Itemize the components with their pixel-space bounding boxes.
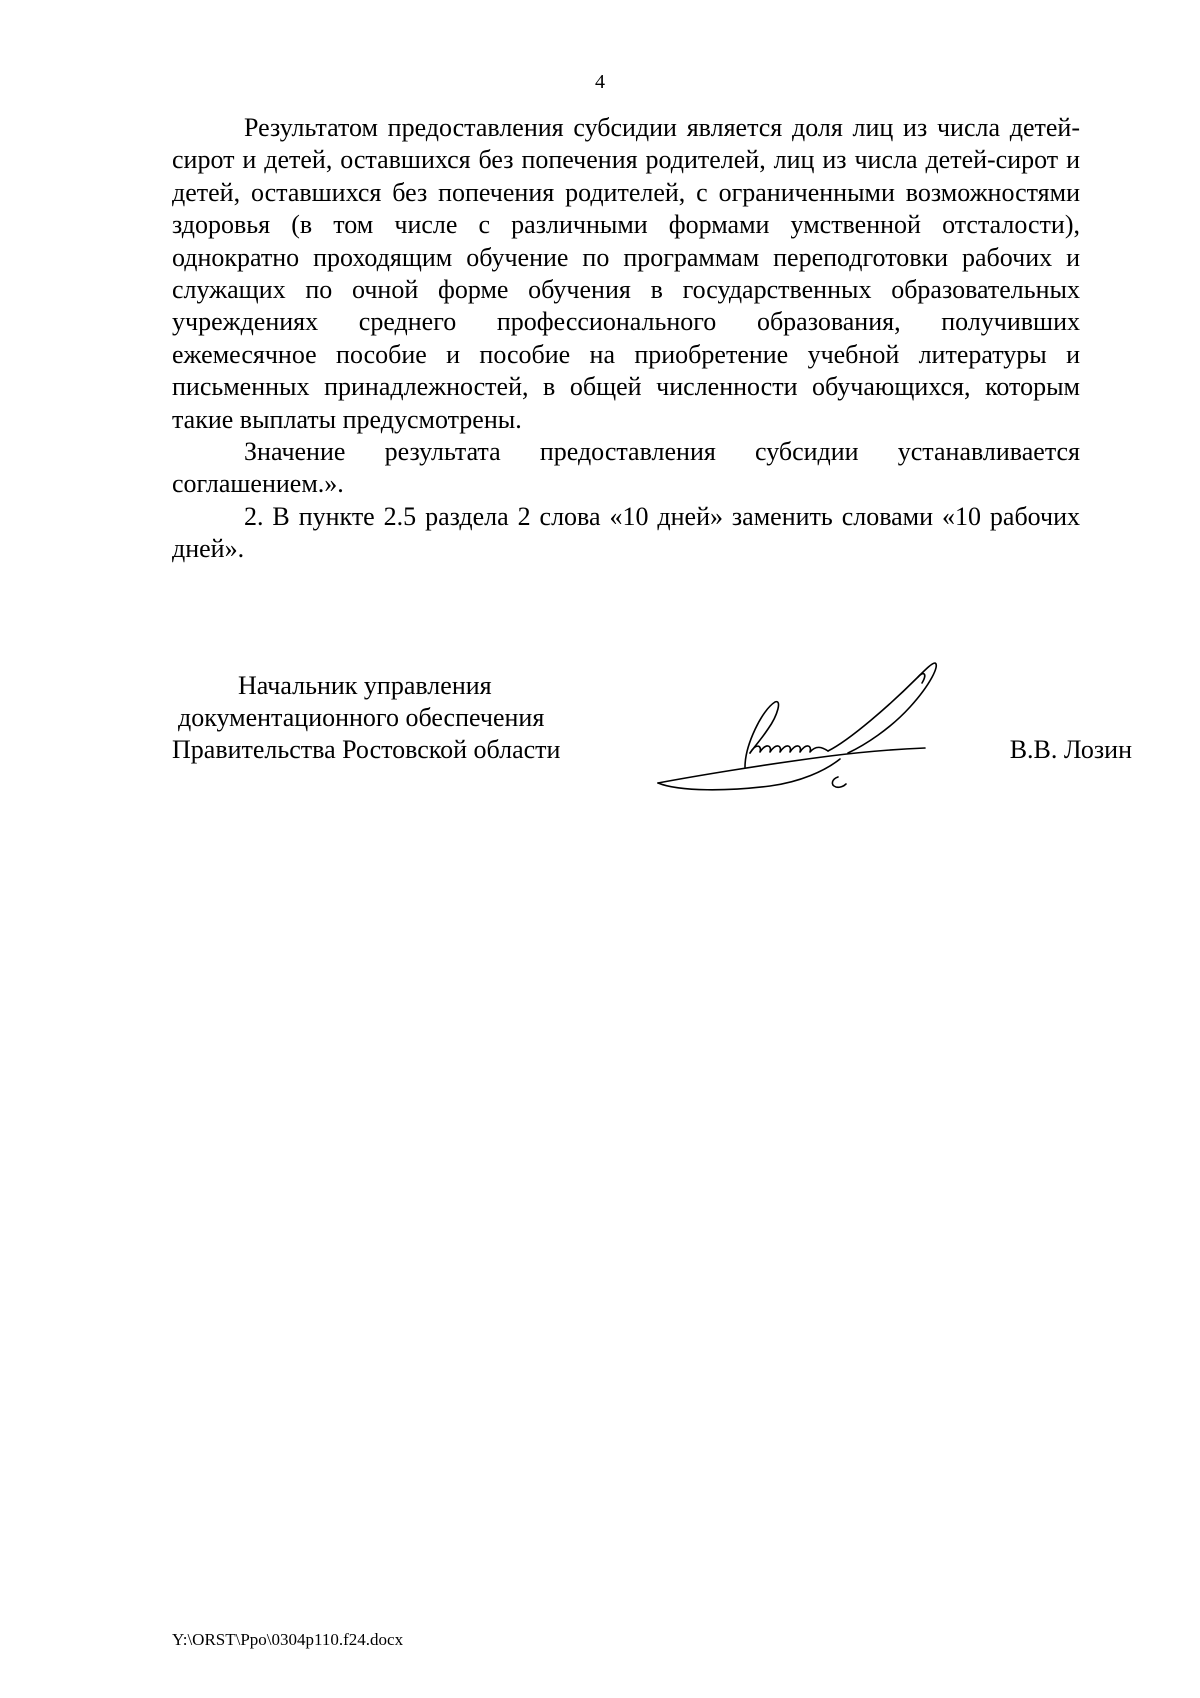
handwritten-signature xyxy=(650,655,980,805)
signatory-name: В.В. Лозин xyxy=(1009,735,1132,764)
signatory-title-line: документационного обеспечения xyxy=(178,703,545,732)
page-number: 4 xyxy=(595,71,605,93)
document-body xyxy=(172,112,1080,566)
signatory-title-line: Правительства Ростовской области xyxy=(172,735,561,764)
file-path: Y:\ORST\Ppo\0304p110.f24.docx xyxy=(172,1630,404,1649)
signatory-title xyxy=(172,670,642,766)
paragraph-result-value: Значение результата предоставления субсидии устанавливается соглашением.». xyxy=(172,437,1080,499)
paragraph-amendment-2: 2. В пункте 2.5 раздела 2 слова «10 дней» заменить словами «10 рабочих дней». xyxy=(172,501,1080,564)
signatory-title-line: Начальник управления xyxy=(238,671,492,700)
paragraph-subsidy-result: Результатом предоставления субсидии является доля лиц из числа детей-сирот и детей, оставшихся без попечения родителей, лиц из числа детей-сирот и детей, оставшихся без попечения родителей, с ограниченными возможностями здоровья (в том числе с различными формами умственной отсталости), однократно проходящим обучение по программам переподготовки рабочих и служащих по очной форме обучения в государственных образовательных учреждениях среднего профессионального образования, получивших ежемесячное пособие и пособие на приобретение учебной литературы и письменных принадлежностей, в общей численности обучающихся, которым такие выплаты предусмотрены. xyxy=(172,113,1080,434)
